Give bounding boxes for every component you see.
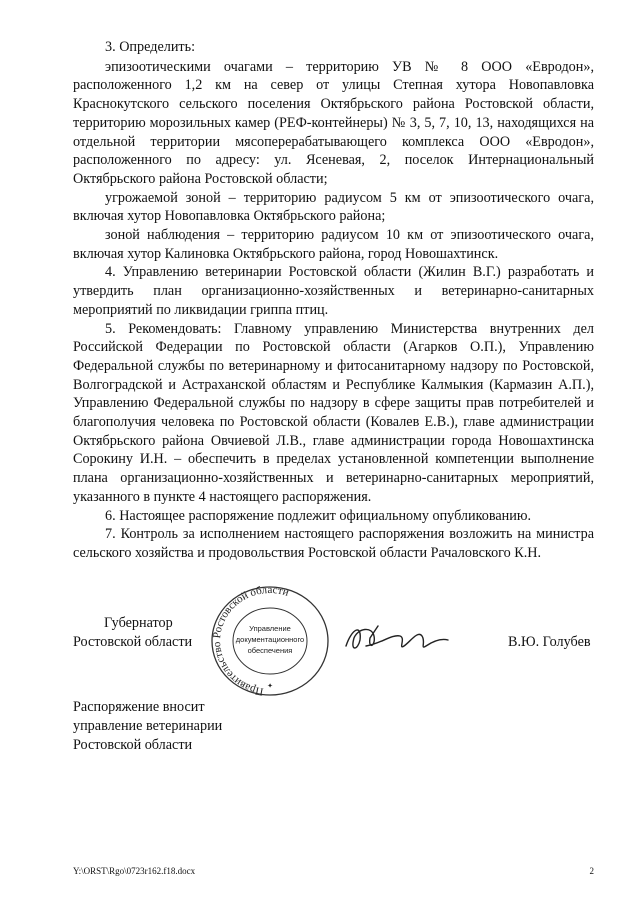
submitter-line3: Ростовской области: [73, 737, 193, 753]
paragraph-item-3-heading: 3. Определить:: [105, 39, 196, 55]
handwritten-signature: [340, 616, 470, 660]
page-number: 2: [589, 866, 594, 876]
stamp-center-line1: Управление: [249, 624, 291, 633]
paragraph-item-4: 4. Управлению ветеринарии Ростовской области (Жилин В.Г.) разработать и утвердить план организационно-хозяйственных и ветеринарно-санитарных мероприятий по ликвидации гриппа птиц.: [73, 264, 594, 318]
official-stamp: [205, 585, 335, 700]
stamp-center-line3: обеспечения: [247, 646, 293, 655]
stamp-ring-text: Правительство Ростовской области: [210, 585, 291, 698]
signatory-name: В.Ю. Голубев: [508, 634, 591, 650]
footer-file-path: Y:\ORST\Rgo\0723r162.f18.docx: [73, 866, 196, 876]
paragraph-threatened-zone: угрожаемой зоной – территорию радиусом 5 км от эпизоотического очага, включая хутор Новопавловка Октябрьского района;: [73, 189, 594, 225]
page-footer: [73, 866, 594, 877]
submitter-line1: Распоряжение вносит: [73, 699, 205, 715]
paragraph-observation-zone: зоной наблюдения – территорию радиусом 10 км от эпизоотического очага, включая хутор Калиновка Октябрьского района, город Новошахтинск.: [73, 227, 594, 262]
paragraph-item-6: 6. Настоящее распоряжение подлежит официальному опубликованию.: [105, 507, 532, 524]
paragraph-epizootic-foci: эпизоотическими очагами – территорию УВ № 8 ООО «Евродон», расположенного 1,2 км на север от улицы Степная хутора Новопавловка Краснокутского сельского поселения Октябрьского района Ростовской области, территорию морозильных камер (РЕФ-контейнеры) № 3, 5, 7, 10, 13, находящихся на отдельной территории мясоперерабатывающего комплекса ООО «Евродон», расположенного по адресу: ул. Ясеневая, 2, поселок Интернациональный Октябрьского района Ростовской области;: [73, 58, 594, 187]
signatory-title-line2: Ростовской области: [73, 634, 193, 650]
svg-text:✦: ✦: [267, 682, 273, 690]
document-body: [73, 38, 594, 563]
stamp-center-line2: документационного: [235, 635, 305, 644]
paragraph-item-7: 7. Контроль за исполнением настоящего распоряжения возложить на министра сельского хозяйства и продовольствия Ростовской области Рачаловского К.Н.: [73, 526, 594, 561]
paragraph-item-5: 5. Рекомендовать: Главному управлению Министерства внутренних дел Российской Федерации по Ростовской области (Агарков О.П.), Управлению Федеральной службы по ветеринарному и фитосанитарному надзору по Ростовской, Волгоградской и Астраханской областям и Республике Калмыкия (Кармазин А.П.), Управлению Федеральной службы по надзору в сфере защиты прав потребителей и благополучия человека по Ростовской области (Ковалев Е.В.), главе администрации Октябрьского района Овчиевой Л.В., главе администрации города Новошахтинска Сорокину И.Н. – обеспечить в пределах установленной компетенции выполнение плана организационно-хозяйственных и ветеринарно-санитарных мероприятий, указанного в пункте 4 настоящего распоряжения.: [73, 320, 594, 505]
signatory-title-line1: Губернатор: [104, 615, 173, 631]
submitter-line2: управление ветеринарии: [73, 718, 223, 734]
